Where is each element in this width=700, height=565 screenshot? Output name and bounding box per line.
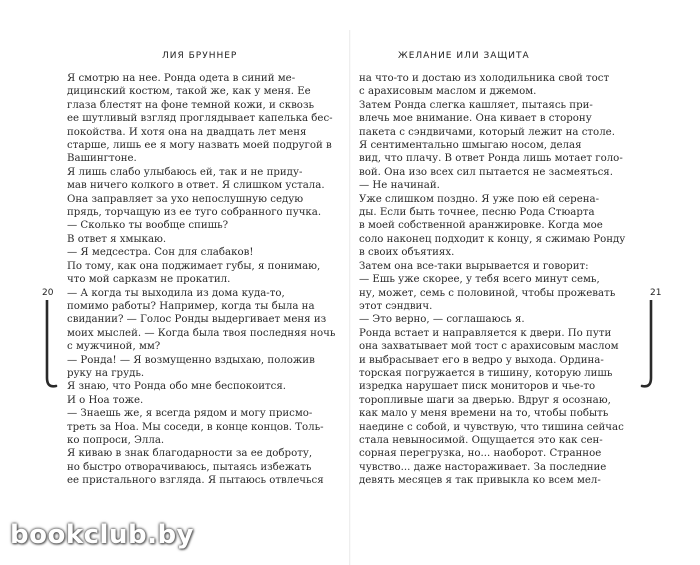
text-line: — А когда ты выходила из дома куда-то, — [67, 287, 285, 299]
text-line: старше, лишь ее я могу назвать моей подругой в — [67, 140, 332, 152]
text-line: прядь, торчащую из ее туго собранного пучка. — [67, 207, 322, 219]
text-line: Я киваю в знак благодарности за ее доброту, — [67, 448, 313, 460]
text-line: В ответ я хмыкаю. — [67, 233, 167, 245]
text-line: Я лишь слабо улыбаюсь ей, так и не приду- — [67, 166, 303, 178]
text-line: сорная перегрузка, но... наоборот. Странное — [359, 448, 602, 460]
text-line: вид, что плачу. В ответ Ронда лишь мотает голо- — [359, 153, 623, 165]
text-line: наедине с собой, и чувствую, что тишина сейчас — [359, 421, 624, 433]
text-line: и выбрасывает его в ведро у выхода. Ордина- — [359, 354, 604, 366]
text-line: стала невыносимой. Ощущается это как сен- — [359, 434, 603, 446]
text-line: Я знаю, что Ронда обо мне беспокоится. — [67, 381, 287, 393]
text-line: торопливые шаги за дверью. Вдруг я осознаю, — [359, 394, 611, 406]
left-page-number: 20 — [42, 288, 54, 298]
text-line: Она заправляет за ухо непослушную седую — [67, 193, 304, 205]
text-line: ее шутливый взгляд проглядывает капелька бес- — [67, 113, 333, 125]
site-watermark: bookclub.by — [10, 520, 195, 550]
text-line: вой. Она изо всех сил пытается не засмеяться. — [359, 166, 613, 178]
text-line: этот сэндвич. — [359, 300, 433, 312]
text-line: девять месяцев я так привыкла ко всем мел- — [359, 475, 601, 487]
text-line: с мужчиной, мм? — [67, 341, 161, 353]
text-line: в моей собственной аранжировке. Когда мое — [359, 220, 603, 232]
text-line: ее пристального взгляда. Я пытаюсь отвлечься — [67, 475, 324, 487]
text-line: Затем Ронда слегка кашляет, пытаясь при- — [359, 99, 593, 111]
text-line: Уже слишком поздно. Я уже пою ей серена- — [359, 193, 600, 205]
text-line: — Я медсестра. Сон для слабаков! — [67, 247, 254, 259]
left-running-header: ЛИЯ БРУННЕР — [162, 51, 238, 61]
text-line: пакета с сэндвичами, который лежит на столе. — [359, 126, 615, 138]
left-hook-ornament — [44, 300, 58, 392]
text-line: мав ничего колкого в ответ. Я слишком устала. — [67, 180, 325, 192]
left-body-text — [67, 72, 342, 488]
left-page — [40, 0, 350, 565]
text-line: ко попроси, Элла. — [67, 434, 165, 446]
text-line: свидании? — Голос Ронды выдергивает меня из — [67, 314, 327, 326]
text-line: И о Ноа тоже. — [67, 394, 144, 406]
text-line: — Это верно, — соглашаюсь я. — [359, 314, 525, 326]
text-line: ды. Если быть точнее, песню Рода Стюарта — [359, 207, 595, 219]
text-line: моих мыслей. — Когда была твоя последняя ночь — [67, 327, 336, 339]
text-line: торская погружается в тишину, которую лишь — [359, 367, 613, 379]
text-line: руку на грудь. — [67, 367, 145, 379]
text-line: что мой сарказм не прокатил. — [67, 274, 231, 286]
right-page-number: 21 — [650, 288, 662, 298]
text-line: Вашингтоне. — [67, 153, 137, 165]
text-line: — Сколько ты вообще спишь? — [67, 220, 229, 232]
text-line: Я смотрю на нее. Ронда одета в синий ме- — [67, 73, 296, 84]
text-line: чувство... даже настораживает. За последние — [359, 461, 607, 473]
right-page — [350, 0, 660, 565]
text-line: Затем она все-таки вырывается и говорит: — [359, 260, 589, 272]
text-line: ну, может, семь с половиной, чтобы прожевать — [359, 287, 616, 299]
text-line: — Знаешь же, я всегда рядом и могу присмо- — [67, 408, 313, 420]
right-hook-ornament — [640, 300, 654, 392]
text-line: соло наконец подходит к концу, я сжимаю Ронду — [359, 233, 626, 245]
text-line: но быстро отворачиваюсь, пытаясь избежать — [67, 461, 312, 473]
text-line: Ронда встает и направляется к двери. По пути — [359, 327, 612, 339]
text-line: в своих объятиях. — [359, 247, 455, 259]
text-line: — Ешь уже скорее, у тебя всего минут семь, — [359, 274, 600, 286]
text-line: она захватывает мой тост с арахисовым маслом — [359, 341, 619, 353]
text-line: Я сентиментально шмыгаю носом, делая — [359, 140, 582, 152]
text-line: треть за Ноа. Мы соседи, в конце концов. Толь- — [67, 421, 324, 433]
text-line: дицинский костюм, такой же, как у меня. Ее — [67, 86, 311, 98]
text-line: с арахисовым маслом и джемом. — [359, 86, 537, 98]
text-line: По тому, как она поджимает губы, я понимаю, — [67, 260, 321, 272]
text-line: на что-то и достаю из холодильника свой тост — [359, 73, 610, 84]
text-line: изредка нарушает писк мониторов и чье-то — [359, 381, 596, 393]
text-line: глаза блестят на фоне темной кожи, и сквозь — [67, 99, 315, 111]
text-line: как мало у меня времени на то, чтобы побыть — [359, 408, 609, 420]
text-line: — Ронда! — Я возмущенно вздыхаю, положив — [67, 354, 315, 366]
text-line: помимо работы? Например, когда ты была на — [67, 300, 315, 312]
right-running-header: ЖЕЛАНИЕ ИЛИ ЗАЩИТА — [398, 51, 530, 61]
text-line: покойства. И хотя она на двадцать лет меня — [67, 126, 307, 138]
text-line: — Не начинай. — [359, 180, 440, 192]
text-line: влечь мое внимание. Она кивает в сторону — [359, 113, 592, 125]
right-body-text — [359, 72, 634, 488]
